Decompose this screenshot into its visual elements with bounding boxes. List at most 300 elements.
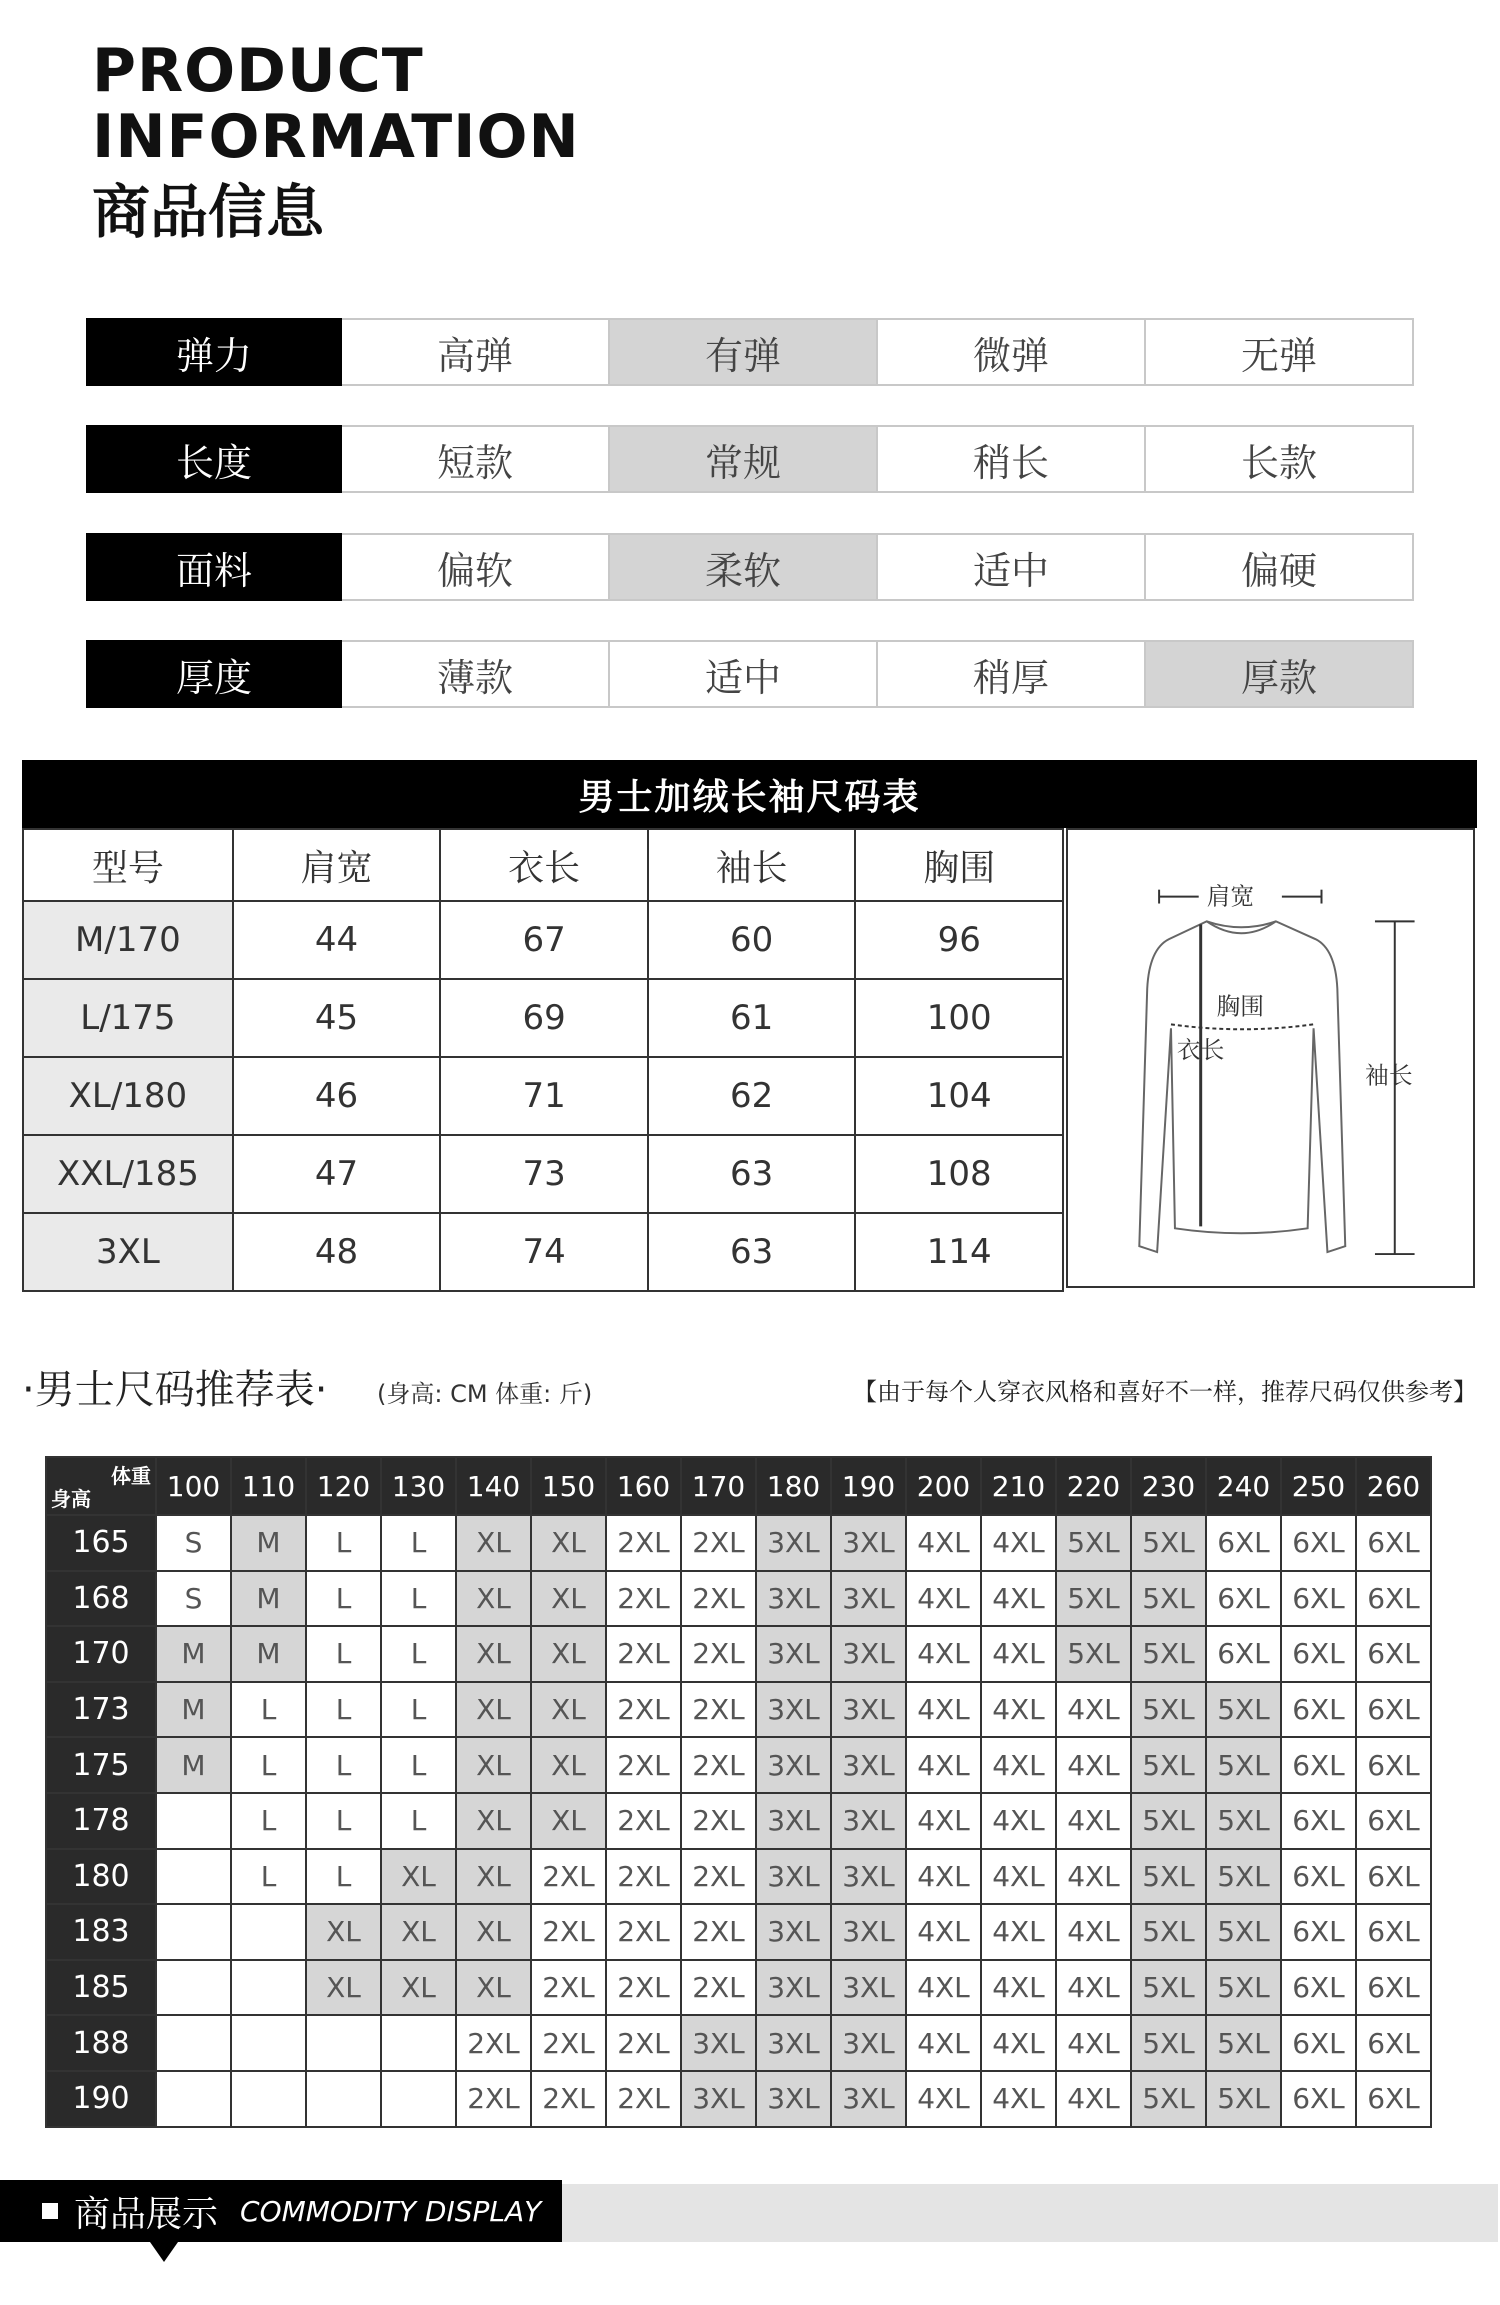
table-row: [23, 1213, 1063, 1291]
size-value-cell: 114: [855, 1213, 1063, 1291]
size-recommend-cell: 2XL: [456, 2015, 531, 2071]
heading-line1: PRODUCT: [92, 36, 424, 106]
size-recommend-cell: L: [381, 1793, 456, 1849]
size-recommend-cell: 4XL: [1056, 2015, 1131, 2071]
size-recommend-cell: 6XL: [1356, 2015, 1431, 2071]
size-recommend-cell: 2XL: [681, 1960, 756, 2016]
height-header: 190: [46, 2071, 156, 2127]
size-recommend-cell: 4XL: [981, 1515, 1056, 1571]
size-recommend-cell: XL: [531, 1793, 606, 1849]
garment-diagram: [1066, 828, 1475, 1288]
size-recommend-cell: 4XL: [906, 1626, 981, 1682]
size-recommend-cell: 5XL: [1131, 1571, 1206, 1627]
size-recommend-cell: 2XL: [606, 1793, 681, 1849]
heading-line3: 商品信息: [92, 178, 325, 246]
size-recommend-cell: [231, 2071, 306, 2127]
size-recommend-cell: XL: [456, 1682, 531, 1738]
banner-black-block: [0, 2180, 562, 2242]
size-recommend-cell: 6XL: [1281, 2071, 1356, 2127]
attribute-option-selected: 有弹: [610, 318, 878, 386]
size-recommend-cell: 2XL: [606, 1682, 681, 1738]
weight-header: 180: [756, 1457, 831, 1515]
height-header: 178: [46, 1793, 156, 1849]
size-recommend-cell: 2XL: [681, 1571, 756, 1627]
size-recommend-cell: 3XL: [681, 2071, 756, 2127]
size-recommend-cell: 3XL: [756, 1904, 831, 1960]
size-recommend-cell: 3XL: [831, 1626, 906, 1682]
size-recommend-cell: L: [381, 1626, 456, 1682]
size-recommend-cell: 3XL: [831, 1682, 906, 1738]
size-value-cell: 62: [648, 1057, 856, 1135]
diagram-label-length: 衣长: [1176, 1036, 1225, 1064]
size-recommend-cell: L: [381, 1515, 456, 1571]
size-value-cell: 71: [440, 1057, 648, 1135]
weight-header: 160: [606, 1457, 681, 1515]
size-recommend-cell: 6XL: [1356, 1515, 1431, 1571]
size-recommend-cell: 4XL: [981, 1682, 1056, 1738]
size-recommend-cell: 4XL: [906, 1682, 981, 1738]
size-recommend-cell: 5XL: [1131, 1849, 1206, 1905]
size-recommend-cell: 6XL: [1281, 2015, 1356, 2071]
size-recommend-cell: 6XL: [1356, 1571, 1431, 1627]
table-row: [46, 2071, 1431, 2127]
size-recommend-cell: L: [306, 1793, 381, 1849]
attribute-row: [86, 640, 1414, 708]
size-recommend-cell: [381, 2015, 456, 2071]
size-recommend-cell: 3XL: [756, 1682, 831, 1738]
height-header: 165: [46, 1515, 156, 1571]
size-recommend-cell: 4XL: [981, 1571, 1056, 1627]
size-recommend-cell: L: [306, 1737, 381, 1793]
attribute-option: 偏软: [342, 533, 610, 601]
size-recommend-cell: 6XL: [1281, 1904, 1356, 1960]
size-value-cell: 44: [233, 901, 441, 979]
size-recommend-cell: 6XL: [1281, 1737, 1356, 1793]
size-recommend-cell: 4XL: [981, 1737, 1056, 1793]
size-recommend-cell: 2XL: [531, 1960, 606, 2016]
size-recommend-cell: 5XL: [1131, 2015, 1206, 2071]
size-recommend-cell: 4XL: [906, 1737, 981, 1793]
diagram-label-chest: 胸围: [1216, 992, 1265, 1021]
size-recommend-cell: 6XL: [1206, 1515, 1281, 1571]
size-recommend-cell: 3XL: [831, 1515, 906, 1571]
recommend-header-row: [46, 1457, 1431, 1515]
height-header: 180: [46, 1849, 156, 1905]
size-recommend-cell: 4XL: [1056, 1793, 1131, 1849]
table-row: [46, 1904, 1431, 1960]
weight-header: 130: [381, 1457, 456, 1515]
size-model-cell: L/175: [23, 979, 233, 1057]
size-recommend-cell: L: [231, 1849, 306, 1905]
size-recommend-cell: 2XL: [531, 1849, 606, 1905]
size-recommend-cell: 3XL: [831, 2015, 906, 2071]
weight-header: 100: [156, 1457, 231, 1515]
size-recommend-cell: L: [306, 1849, 381, 1905]
weight-header: 240: [1206, 1457, 1281, 1515]
size-recommend-cell: 3XL: [831, 2071, 906, 2127]
size-recommend-cell: 4XL: [906, 1849, 981, 1905]
size-recommend-cell: 4XL: [1056, 1904, 1131, 1960]
attribute-option: 薄款: [342, 640, 610, 708]
size-recommend-cell: 4XL: [906, 1904, 981, 1960]
weight-header: 210: [981, 1457, 1056, 1515]
size-recommend-cell: XL: [306, 1960, 381, 2016]
size-recommend-cell: 5XL: [1056, 1515, 1131, 1571]
attribute-row: [86, 425, 1414, 493]
size-table-header: 胸围: [855, 829, 1063, 901]
size-recommend-cell: 6XL: [1206, 1571, 1281, 1627]
size-model-cell: M/170: [23, 901, 233, 979]
size-recommend-cell: M: [231, 1515, 306, 1571]
size-recommend-cell: L: [231, 1682, 306, 1738]
size-recommend-cell: 6XL: [1281, 1682, 1356, 1738]
attribute-option: 稍厚: [878, 640, 1146, 708]
size-recommend-cell: 3XL: [756, 1515, 831, 1571]
size-recommend-cell: XL: [531, 1737, 606, 1793]
size-recommend-cell: 6XL: [1356, 1626, 1431, 1682]
commodity-display-banner: [0, 2180, 1500, 2242]
size-recommend-cell: [231, 1904, 306, 1960]
table-row: [23, 901, 1063, 979]
size-recommend-cell: 5XL: [1131, 1515, 1206, 1571]
diagram-label-shoulder: 肩宽: [1206, 882, 1255, 911]
attribute-label: 面料: [86, 533, 342, 601]
attribute-row: [86, 318, 1414, 386]
weight-header: 260: [1356, 1457, 1431, 1515]
recommend-unit: (身高: CM 体重: 斤): [377, 1380, 593, 1408]
size-recommend-cell: [306, 2071, 381, 2127]
size-recommend-cell: 3XL: [831, 1737, 906, 1793]
size-recommend-cell: [156, 1960, 231, 2016]
size-recommend-cell: 5XL: [1056, 1626, 1131, 1682]
size-recommend-cell: 5XL: [1206, 1849, 1281, 1905]
size-recommend-cell: 4XL: [981, 1849, 1056, 1905]
size-recommend-cell: L: [381, 1571, 456, 1627]
size-value-cell: 100: [855, 979, 1063, 1057]
height-header: 175: [46, 1737, 156, 1793]
size-recommend-cell: 5XL: [1206, 1904, 1281, 1960]
attribute-option-selected: 常规: [610, 425, 878, 493]
weight-header: 120: [306, 1457, 381, 1515]
table-row: [46, 1515, 1431, 1571]
attribute-option: 适中: [878, 533, 1146, 601]
size-recommend-cell: 2XL: [531, 2071, 606, 2127]
table-row: [23, 979, 1063, 1057]
size-recommend-cell: 4XL: [981, 1960, 1056, 2016]
attribute-option-selected: 厚款: [1146, 640, 1414, 708]
size-recommend-cell: M: [156, 1682, 231, 1738]
size-recommend-cell: 4XL: [906, 2015, 981, 2071]
table-row: [46, 1849, 1431, 1905]
size-recommend-cell: 2XL: [606, 1960, 681, 2016]
size-value-cell: 60: [648, 901, 856, 979]
size-model-cell: XL/180: [23, 1057, 233, 1135]
size-chart: [22, 760, 1477, 1292]
size-table: [22, 828, 1064, 1292]
size-recommend-cell: 6XL: [1356, 1737, 1431, 1793]
size-value-cell: 96: [855, 901, 1063, 979]
weight-header: 220: [1056, 1457, 1131, 1515]
size-recommend-cell: XL: [381, 1904, 456, 1960]
attribute-option-selected: 柔软: [610, 533, 878, 601]
banner-title-zh: 商品展示: [74, 2193, 219, 2235]
height-header: 185: [46, 1960, 156, 2016]
size-recommend-cell: 2XL: [606, 2071, 681, 2127]
size-table-header-row: [23, 829, 1063, 901]
weight-header: 250: [1281, 1457, 1356, 1515]
size-recommend-cell: 3XL: [831, 1849, 906, 1905]
size-recommend-cell: [231, 1960, 306, 2016]
size-recommend-cell: 3XL: [756, 2071, 831, 2127]
size-recommend-cell: 5XL: [1206, 1960, 1281, 2016]
size-recommend-cell: 2XL: [681, 1682, 756, 1738]
size-recommend-cell: XL: [456, 1849, 531, 1905]
table-row: [46, 1960, 1431, 2016]
size-recommend-cell: L: [381, 1682, 456, 1738]
size-recommend-cell: 6XL: [1356, 1849, 1431, 1905]
banner-grey-bar: [560, 2184, 1498, 2242]
size-recommend-cell: L: [231, 1737, 306, 1793]
size-recommend-cell: L: [306, 1515, 381, 1571]
size-chart-title: 男士加绒长袖尺码表: [22, 760, 1477, 828]
size-recommend-cell: M: [231, 1626, 306, 1682]
diagram-label-sleeve: 袖长: [1365, 1061, 1413, 1090]
size-recommend-cell: 2XL: [606, 2015, 681, 2071]
size-recommend-cell: 2XL: [606, 1515, 681, 1571]
size-recommend-cell: 4XL: [906, 1793, 981, 1849]
size-recommend-cell: [381, 2071, 456, 2127]
size-value-cell: 74: [440, 1213, 648, 1291]
attribute-label: 厚度: [86, 640, 342, 708]
size-recommend-cell: 4XL: [1056, 1737, 1131, 1793]
size-recommend-cell: 5XL: [1131, 1737, 1206, 1793]
size-recommend-cell: 6XL: [1281, 1849, 1356, 1905]
size-recommend-cell: 2XL: [681, 1737, 756, 1793]
size-recommend-cell: L: [306, 1571, 381, 1627]
size-recommend-cell: 6XL: [1206, 1626, 1281, 1682]
size-recommend-cell: 3XL: [756, 1737, 831, 1793]
pointer-triangle-icon: [150, 2242, 178, 2262]
size-recommend-cell: 6XL: [1281, 1626, 1356, 1682]
attribute-option: 稍长: [878, 425, 1146, 493]
size-recommend-cell: 3XL: [831, 1960, 906, 2016]
page-heading: [92, 38, 580, 250]
size-recommend-cell: 6XL: [1281, 1571, 1356, 1627]
size-recommend-cell: L: [306, 1682, 381, 1738]
size-value-cell: 63: [648, 1213, 856, 1291]
banner-title-en: COMMODITY DISPLAY: [240, 2194, 542, 2228]
size-recommend-cell: XL: [381, 1960, 456, 2016]
size-recommend-cell: 4XL: [1056, 1960, 1131, 2016]
size-recommend-cell: XL: [531, 1515, 606, 1571]
size-recommend-cell: XL: [306, 1904, 381, 1960]
attribute-option: 短款: [342, 425, 610, 493]
size-recommend-cell: S: [156, 1571, 231, 1627]
size-recommend-cell: [156, 2071, 231, 2127]
size-model-cell: 3XL: [23, 1213, 233, 1291]
attribute-option: 长款: [1146, 425, 1414, 493]
table-row: [46, 1793, 1431, 1849]
size-recommend-cell: [156, 1904, 231, 1960]
corner-height-label: 身高: [51, 1487, 91, 1511]
weight-header: 140: [456, 1457, 531, 1515]
attribute-option: 无弹: [1146, 318, 1414, 386]
weight-header: 190: [831, 1457, 906, 1515]
table-row: [46, 1571, 1431, 1627]
size-recommend-cell: 4XL: [981, 1626, 1056, 1682]
size-recommend-cell: S: [156, 1515, 231, 1571]
size-recommend-cell: M: [156, 1737, 231, 1793]
attribute-option: 微弹: [878, 318, 1146, 386]
size-recommend-cell: 5XL: [1131, 1793, 1206, 1849]
size-recommend-cell: 3XL: [756, 1849, 831, 1905]
size-recommend-cell: 6XL: [1281, 1515, 1356, 1571]
size-recommend-cell: 4XL: [981, 2015, 1056, 2071]
weight-header: 200: [906, 1457, 981, 1515]
size-recommend-cell: [306, 2015, 381, 2071]
size-recommend-cell: 5XL: [1206, 2071, 1281, 2127]
size-model-cell: XXL/185: [23, 1135, 233, 1213]
size-recommend-cell: 4XL: [906, 1515, 981, 1571]
size-table-header: 型号: [23, 829, 233, 901]
size-recommend-cell: 6XL: [1281, 1793, 1356, 1849]
height-header: 183: [46, 1904, 156, 1960]
size-recommend-cell: 3XL: [681, 2015, 756, 2071]
size-recommend-cell: 2XL: [681, 1849, 756, 1905]
size-recommend-cell: 4XL: [981, 1793, 1056, 1849]
size-recommend-cell: XL: [456, 1960, 531, 2016]
size-recommend-cell: 4XL: [1056, 1682, 1131, 1738]
size-recommend-cell: 3XL: [831, 1904, 906, 1960]
size-recommend-cell: 2XL: [681, 1793, 756, 1849]
size-recommend-cell: 6XL: [1356, 1682, 1431, 1738]
size-value-cell: 63: [648, 1135, 856, 1213]
size-value-cell: 73: [440, 1135, 648, 1213]
size-recommend-cell: L: [381, 1737, 456, 1793]
size-recommend-cell: XL: [456, 1904, 531, 1960]
size-value-cell: 46: [233, 1057, 441, 1135]
size-recommend-cell: 5XL: [1131, 1682, 1206, 1738]
size-recommend-cell: XL: [456, 1571, 531, 1627]
size-recommend-cell: 2XL: [606, 1904, 681, 1960]
size-recommend-cell: 2XL: [606, 1849, 681, 1905]
size-recommend-cell: 2XL: [681, 1904, 756, 1960]
shirt-diagram-icon: [1068, 830, 1473, 1286]
size-recommend-cell: 3XL: [756, 2015, 831, 2071]
size-recommend-cell: XL: [456, 1626, 531, 1682]
size-value-cell: 69: [440, 979, 648, 1057]
size-value-cell: 45: [233, 979, 441, 1057]
size-value-cell: 47: [233, 1135, 441, 1213]
size-recommend-cell: 2XL: [606, 1737, 681, 1793]
weight-header: 230: [1131, 1457, 1206, 1515]
height-header: 168: [46, 1571, 156, 1627]
size-recommend-cell: 5XL: [1131, 1904, 1206, 1960]
size-recommend-cell: 4XL: [906, 1960, 981, 2016]
size-recommend-cell: 4XL: [981, 2071, 1056, 2127]
size-recommend-cell: XL: [456, 1515, 531, 1571]
size-recommend-cell: L: [231, 1793, 306, 1849]
size-recommend-cell: 3XL: [756, 1571, 831, 1627]
size-recommend-cell: 5XL: [1056, 1571, 1131, 1627]
size-recommend-cell: XL: [456, 1793, 531, 1849]
size-recommend-cell: 6XL: [1356, 1960, 1431, 2016]
attribute-row: [86, 533, 1414, 601]
size-recommend-cell: 4XL: [981, 1904, 1056, 1960]
height-header: 170: [46, 1626, 156, 1682]
size-recommend-cell: 2XL: [531, 1904, 606, 1960]
size-value-cell: 108: [855, 1135, 1063, 1213]
attribute-option: 偏硬: [1146, 533, 1414, 601]
attribute-option: 适中: [610, 640, 878, 708]
size-recommend-cell: 6XL: [1356, 2071, 1431, 2127]
size-recommend-cell: 4XL: [1056, 1849, 1131, 1905]
size-recommend-cell: [156, 1793, 231, 1849]
size-recommend-cell: 3XL: [831, 1793, 906, 1849]
table-row: [46, 2015, 1431, 2071]
size-recommend-cell: 2XL: [681, 1626, 756, 1682]
size-recommend-cell: 5XL: [1206, 1682, 1281, 1738]
size-recommend-cell: [156, 1849, 231, 1905]
size-recommend-cell: 4XL: [906, 1571, 981, 1627]
size-recommend-cell: 5XL: [1206, 2015, 1281, 2071]
table-row: [23, 1135, 1063, 1213]
table-row: [46, 1737, 1431, 1793]
height-header: 188: [46, 2015, 156, 2071]
corner-weight-label: 体重: [111, 1464, 151, 1488]
size-value-cell: 48: [233, 1213, 441, 1291]
attribute-option: 高弹: [342, 318, 610, 386]
size-recommend-cell: XL: [456, 1737, 531, 1793]
size-recommend-cell: 4XL: [906, 2071, 981, 2127]
size-recommend-cell: 5XL: [1131, 1960, 1206, 2016]
size-value-cell: 104: [855, 1057, 1063, 1135]
size-recommend-cell: 5XL: [1206, 1793, 1281, 1849]
size-recommend-cell: M: [231, 1571, 306, 1627]
size-recommend-cell: 6XL: [1356, 1904, 1431, 1960]
size-recommend-cell: 3XL: [831, 1571, 906, 1627]
size-recommend-cell: 6XL: [1281, 1960, 1356, 2016]
table-row: [46, 1626, 1431, 1682]
size-recommend-cell: 2XL: [681, 1515, 756, 1571]
size-recommend-cell: 5XL: [1206, 1737, 1281, 1793]
recommend-header: [22, 1358, 1477, 1418]
recommend-note: 【由于每个人穿衣风格和喜好不一样，推荐尺码仅供参考】: [853, 1378, 1477, 1406]
size-table-header: 袖长: [648, 829, 856, 901]
attribute-label: 弹力: [86, 318, 342, 386]
table-corner: [46, 1457, 156, 1515]
weight-header: 150: [531, 1457, 606, 1515]
size-recommend-cell: [156, 2015, 231, 2071]
size-recommend-cell: 2XL: [606, 1571, 681, 1627]
size-recommend-cell: XL: [531, 1682, 606, 1738]
size-recommend-cell: 5XL: [1131, 2071, 1206, 2127]
size-recommend-cell: 3XL: [756, 1960, 831, 2016]
size-recommend-cell: 3XL: [756, 1793, 831, 1849]
size-recommend-cell: 2XL: [606, 1626, 681, 1682]
recommend-title: ·男士尺码推荐表·: [22, 1367, 328, 1413]
weight-header: 110: [231, 1457, 306, 1515]
size-recommend-cell: L: [306, 1626, 381, 1682]
recommend-table: [45, 1456, 1432, 2128]
size-value-cell: 67: [440, 901, 648, 979]
size-recommend-cell: 4XL: [1056, 2071, 1131, 2127]
size-recommend-cell: XL: [531, 1626, 606, 1682]
size-value-cell: 61: [648, 979, 856, 1057]
size-recommend-cell: M: [156, 1626, 231, 1682]
size-table-header: 肩宽: [233, 829, 441, 901]
heading-line2: INFORMATION: [92, 102, 580, 172]
